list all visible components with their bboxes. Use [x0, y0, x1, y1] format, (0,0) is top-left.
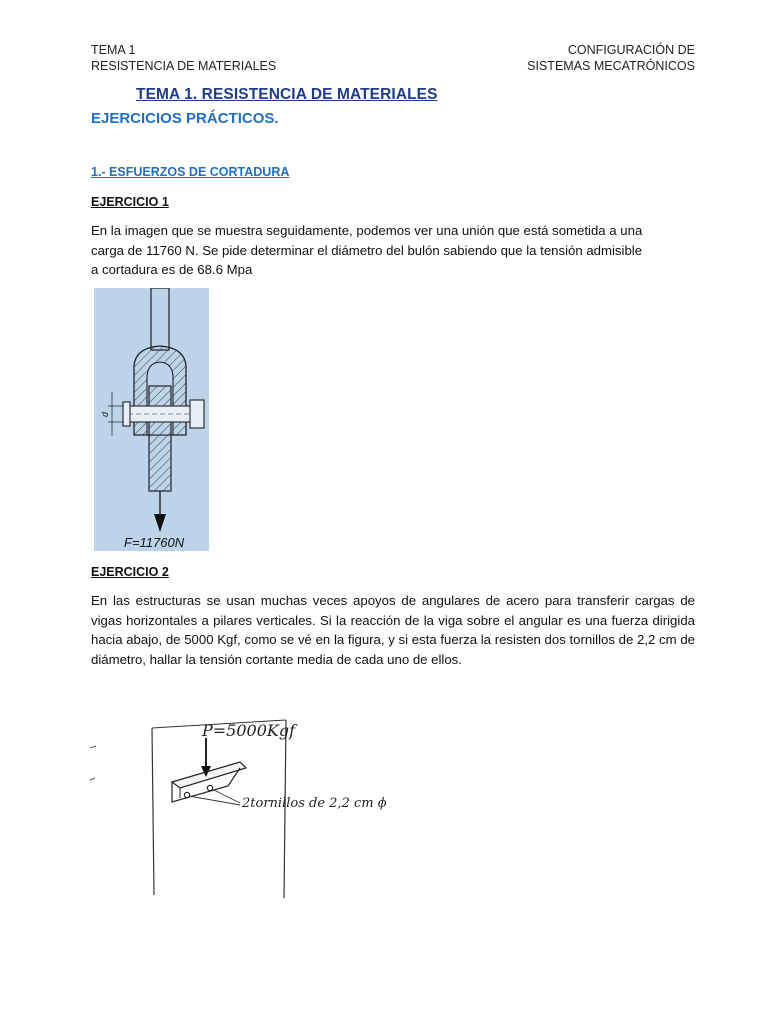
pin-joint-figure [94, 288, 209, 551]
exercise1-text [91, 221, 695, 280]
force-label: F=11760N [124, 535, 185, 550]
exercise2-heading: EJERCICIO 2 [91, 565, 169, 579]
angle-bracket-figure [90, 680, 395, 900]
document-title: TEMA 1. RESISTENCIA DE MATERIALES [136, 86, 438, 103]
header-course-line2: SISTEMAS MECATRÓNICOS [527, 59, 695, 73]
header-course-line1: CONFIGURACIÓN DE [567, 43, 695, 57]
exercise1-text-line2: carga de 11760 N. Se pide determinar el diámetro del bulón sabiendo que la tensión admisible [91, 242, 643, 258]
pin-nut [123, 402, 130, 426]
exercise2-text: En las estructuras se usan muchas veces apoyos de angulares de acero para transferir cargas de vigas horizontales a pilares verticales. Si la reacción de la viga sobre el angular es una fuerza dirigida hacia abajo, de 5000 Kgf, como se vé en la figura, y si esta fuerza la resisten dos tornillos de 2,2 cm de diámetro, hallar la tensión cortante media de cada uno de ellos. [91, 593, 695, 667]
load-label: P=5000Kgf [202, 721, 296, 740]
header-topic: TEMA 1 [91, 43, 136, 57]
header-subject: RESISTENCIA DE MATERIALES [91, 59, 277, 73]
pin-head [190, 400, 204, 428]
exercise1-text-line1: En la imagen que se muestra seguidamente, podemos ver una unión que está sometida a una [91, 223, 643, 238]
section-heading: 1.- ESFUERZOS DE CORTADURA [91, 165, 290, 179]
document-subtitle: EJERCICIOS PRÁCTICOS. [91, 110, 279, 127]
page-header-left [91, 42, 276, 74]
exercise1-text-line3: a cortadura es de 68.6 Mpa [91, 262, 253, 277]
page-header-right [527, 42, 695, 74]
bolts-label: 2tornillos de 2,2 cm ϕ [242, 796, 387, 811]
dimension-label: d [100, 411, 110, 417]
exercise1-heading: EJERCICIO 1 [91, 195, 169, 209]
lower-plate [149, 386, 171, 491]
upper-rod [151, 288, 169, 350]
